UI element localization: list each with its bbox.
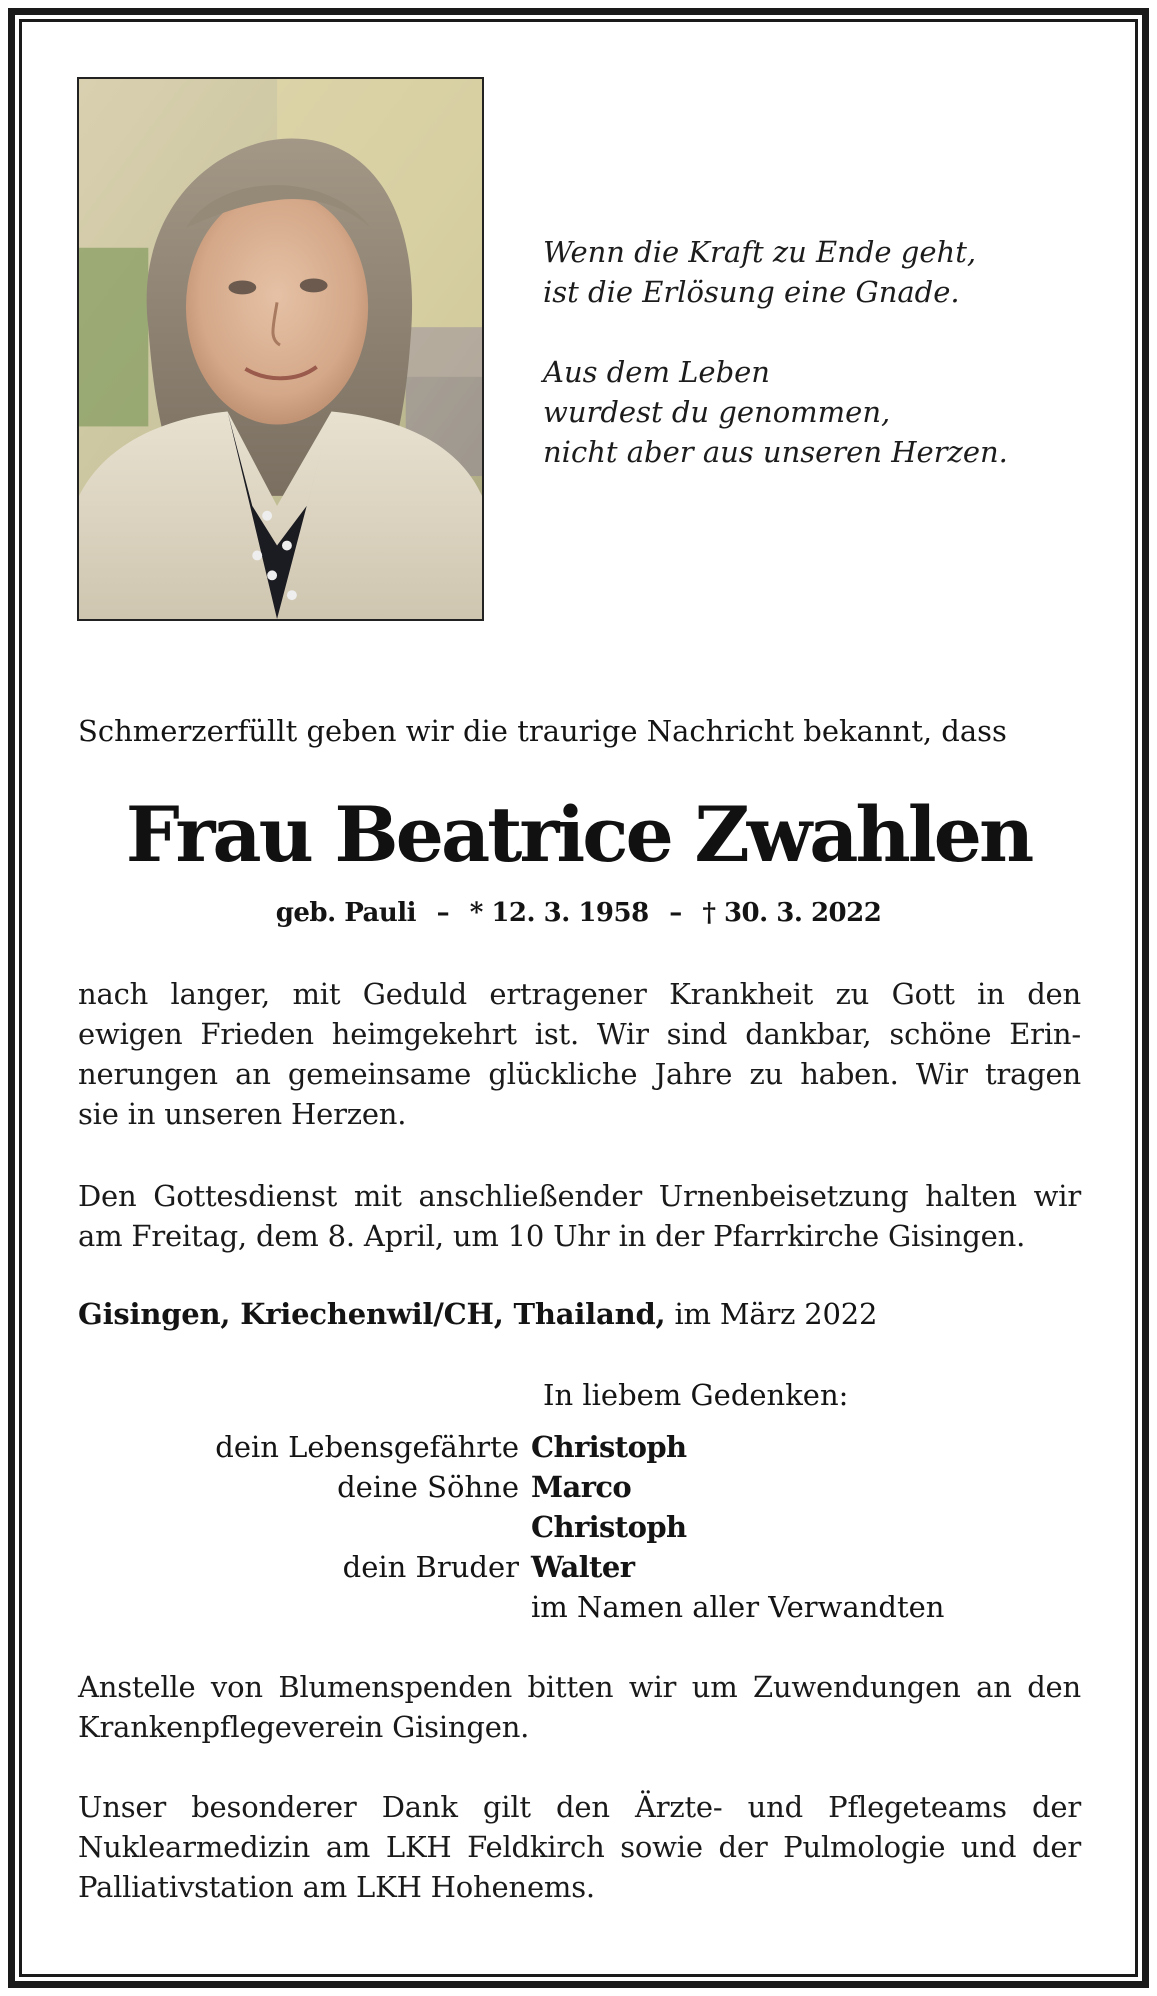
dates-separator: – (436, 898, 450, 928)
place-names: Gisingen, Kriechenwil/CH, Thailand, (78, 1297, 666, 1331)
family-row (78, 1587, 1078, 1627)
portrait-photo (77, 77, 484, 621)
paragraph-line: sie in unseren Herzen. (78, 1097, 407, 1131)
family-row (78, 1467, 1078, 1507)
paragraph-line: am Freitag, dem 8. April, um 10 Uhr in der Pfarrkirche Gisingen. (78, 1219, 1026, 1253)
paragraph-line: Krankenpflegeverein Gisingen. (78, 1710, 530, 1744)
family-relation: dein Bruder (342, 1550, 519, 1584)
passing-paragraph (78, 974, 1081, 1134)
family-row (78, 1507, 1078, 1547)
family-row (78, 1547, 1078, 1587)
paragraph-line: Anstelle von Blumenspenden bitten wir um Zuwendungen an den (78, 1670, 1081, 1704)
paragraph-line: Unser besonderer Dank gilt den Ärzte- und Pflegeteams der (78, 1790, 1081, 1824)
quote-line: Aus dem Leben (543, 355, 770, 389)
quote-line: Wenn die Kraft zu Ende geht, (543, 235, 977, 269)
birth-date: * 12. 3. 1958 (469, 898, 649, 928)
family-relation (78, 1587, 531, 1627)
quote-stanza-1 (543, 232, 1083, 312)
thanks-paragraph (78, 1787, 1081, 1907)
place-and-date (78, 1294, 1078, 1334)
paragraph-line: ewigen Frieden heimgekehrt ist. Wir sind dankbar, schöne Erin- (78, 1017, 1081, 1051)
quote-stanza-2 (543, 352, 1083, 472)
family-member-name: Christoph (531, 1510, 687, 1544)
paragraph-line: nach langer, mit Geduld ertragener Krankheit zu Gott in den (78, 977, 1081, 1011)
service-paragraph (78, 1176, 1081, 1256)
family-list (78, 1427, 1078, 1627)
family-member-name: Christoph (531, 1430, 687, 1464)
paragraph-line: Palliativstation am LKH Hohenems. (78, 1870, 595, 1904)
family-member-name: Marco (531, 1470, 632, 1504)
paragraph-line: Nuklearmedizin am LKH Feldkirch sowie der Pulmologie und der (78, 1830, 1081, 1864)
family-member-name: Walter (531, 1550, 635, 1584)
maiden-name: geb. Pauli (275, 898, 417, 928)
death-date: † 30. 3. 2022 (702, 898, 882, 928)
announcement-date: im März 2022 (674, 1297, 878, 1331)
announcement-intro: Schmerzerfüllt geben wir die traurige Nachricht bekannt, dass (78, 714, 1007, 748)
family-member-name: im Namen aller Verwandten (531, 1590, 945, 1624)
quote-line: nicht aber aus unseren Herzen. (543, 435, 1008, 469)
family-relation (78, 1507, 531, 1547)
family-relation: deine Söhne (337, 1470, 519, 1504)
life-dates (0, 895, 1157, 931)
family-relation: dein Lebensgefährte (215, 1430, 519, 1464)
quote-line: ist die Erlösung eine Gnade. (543, 275, 960, 309)
paragraph-line: Den Gottesdienst mit anschließender Urnenbeisetzung halten wir (78, 1179, 1081, 1213)
memorial-quote (543, 232, 1083, 512)
quote-line: wurdest du genommen, (543, 395, 891, 429)
memory-heading: In liebem Gedenken: (543, 1378, 849, 1412)
donation-paragraph (78, 1667, 1081, 1747)
family-row (78, 1427, 1078, 1467)
deceased-name: Frau Beatrice Zwahlen (125, 790, 1032, 879)
paragraph-line: nerungen an gemeinsame glückliche Jahre zu haben. Wir tragen (78, 1057, 1081, 1091)
dates-separator: – (669, 898, 682, 928)
